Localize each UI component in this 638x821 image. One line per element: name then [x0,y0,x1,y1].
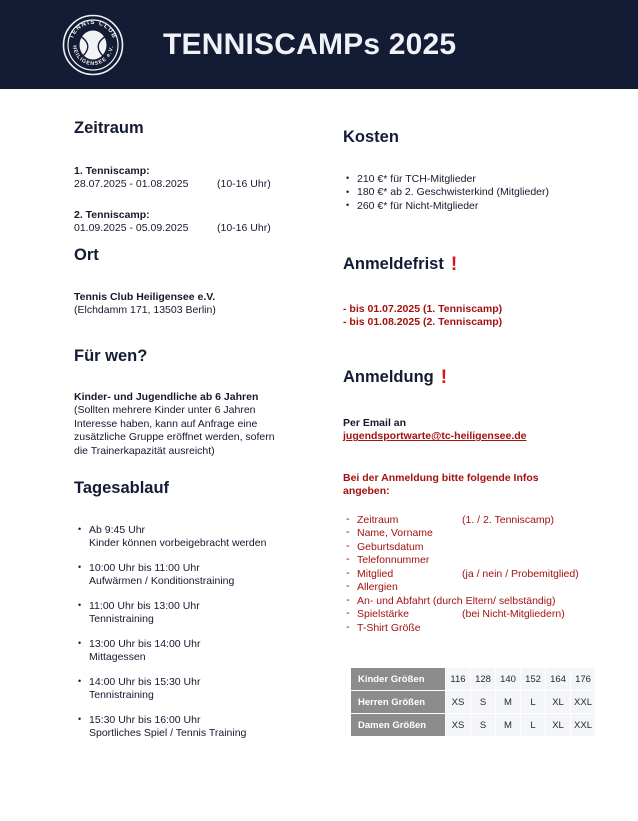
deadline-list [343,303,605,330]
info-note: (ja / nein / Probemitglied) [462,567,579,580]
row-header: Kinder Größen [351,668,446,691]
audience-note-line-4: die Trainerkapazität ausreicht) [74,444,215,457]
size-table [350,667,596,737]
section-heading-ort: Ort [74,246,99,264]
camp-entry-1 [74,165,326,192]
camp-1-dates: 28.07.2025 - 01.08.2025 [74,178,189,191]
section-anmeldefrist [343,254,605,330]
price-list [346,173,605,214]
list-item [78,524,326,551]
email-block [343,417,605,444]
table-cell: S [471,691,496,714]
table-cell: 128 [471,668,496,691]
anmeldefrist-title-text: Anmeldefrist [343,255,444,273]
section-ort [74,246,326,318]
list-item [346,595,605,609]
schedule-time: 15:30 Uhr bis 16:00 Uhr [89,713,201,726]
infos-heading-line-1: Bei der Anmeldung bitte folgende Infos [343,471,539,484]
camp-1-label: 1. Tenniscamp: [74,164,150,177]
list-item [346,608,605,622]
section-anmeldung [343,367,605,635]
venue-name: Tennis Club Heiligensee e.V. [74,290,216,303]
deadline-item: - bis 01.08.2025 (2. Tenniscamp) [343,316,503,329]
table-cell: 176 [571,668,596,691]
list-item [78,562,326,589]
schedule-activity: Aufwärmen / Konditionstraining [89,575,235,588]
info-label: Geburtsdatum [357,540,424,553]
schedule-time: 14:00 Uhr bis 15:30 Uhr [89,675,201,688]
schedule-activity: Tennistraining [89,689,154,702]
table-cell: 140 [496,668,521,691]
schedule-time: 10:00 Uhr bis 11:00 Uhr [89,561,200,574]
section-heading-tagesablauf: Tagesablauf [74,479,170,497]
section-tagesablauf [74,479,326,752]
schedule-time: 11:00 Uhr bis 13:00 Uhr [89,599,200,612]
section-zeitraum [74,119,326,236]
info-label: Telefonnummer [357,554,430,567]
table-cell: 116 [446,668,471,691]
table-cell: 152 [521,668,546,691]
info-label: An- und Abfahrt (durch Eltern/ selbständig) [357,594,556,607]
section-fuer-wen [74,347,326,458]
list-item [346,554,605,568]
section-heading-anmeldung [343,367,605,390]
list-item [346,541,605,555]
section-heading-fuer-wen: Für wen? [74,347,148,365]
list-item: • 260 €* für Nicht-Mitglieder [346,200,605,214]
club-logo-icon [62,14,124,76]
info-label: Allergien [357,581,398,594]
schedule-time: Ab 9:45 Uhr [89,523,146,536]
camp-1-time: (10-16 Uhr) [217,178,271,191]
info-label: Name, Vorname [357,527,433,540]
audience-note-line-1: (Sollten mehrere Kinder unter 6 Jahren [74,404,256,417]
anmeldung-title-text: Anmeldung [343,368,434,386]
table-cell: M [496,691,521,714]
svg-text:HEILIGENSEE e.V.: HEILIGENSEE e.V. [70,44,116,67]
list-item [346,622,605,636]
infos-heading-line-2: angeben: [343,485,390,498]
list-item [78,714,326,741]
list-item [346,581,605,595]
camp-2-dates: 01.09.2025 - 05.09.2025 [74,222,189,235]
audience-block [74,391,326,459]
warning-exclamation-icon: ! [450,254,458,275]
schedule-activity: Mittagessen [89,651,146,664]
audience-note-line-3: zusätzliche Gruppe eröffnet werden, sofern [74,431,275,444]
per-email-label: Per Email an [343,416,407,429]
audience-headline: Kinder- und Jugendliche ab 6 Jahren [74,390,259,403]
list-item [346,568,605,582]
list-item [78,600,326,627]
table-row [351,691,596,714]
schedule-activity: Kinder können vorbeigebracht werden [89,537,267,550]
warning-exclamation-icon: ! [440,367,448,388]
info-label: T-Shirt Größe [357,621,421,634]
table-cell: 164 [546,668,571,691]
info-label: Mitglied [357,567,394,580]
deadline-item: - bis 01.07.2025 (1. Tenniscamp) [343,302,503,315]
list-item [346,527,605,541]
schedule-activity: Tennistraining [89,613,154,626]
venue-address: (Elchdamm 171, 13503 Berlin) [74,304,216,317]
registration-email-link[interactable]: jugendsportwarte@tc-heiligensee.de [343,430,527,443]
info-label: Spielstärke [357,608,409,621]
info-label: Zeitraum [357,513,399,526]
table-cell: XL [546,714,571,737]
camp-entry-2 [74,209,326,236]
audience-note-line-2: Interesse haben, kann auf Anfrage eine [74,417,258,430]
list-item [78,676,326,703]
table-row [351,668,596,691]
camp-2-label: 2. Tenniscamp: [74,208,150,221]
table-cell: XS [446,714,471,737]
list-item: • 210 €* für TCH-Mitglieder [346,173,605,187]
row-header: Damen Größen [351,714,446,737]
list-item [346,514,605,528]
camp-2-time: (10-16 Uhr) [217,222,271,235]
table-cell: L [521,691,546,714]
venue-block [74,291,326,318]
section-heading-anmeldefrist [343,254,605,277]
page-title: TENNISCAMPs 2025 [163,27,457,61]
section-heading-zeitraum: Zeitraum [74,119,144,137]
schedule-activity: Sportliches Spiel / Tennis Training [89,727,247,740]
section-kosten [343,128,605,213]
schedule-list [78,524,326,741]
table-cell: S [471,714,496,737]
info-note: (bei Nicht-Mitgliedern) [462,608,565,621]
row-header: Herren Größen [351,691,446,714]
required-info-list [346,514,605,636]
info-note: (1. / 2. Tenniscamp) [462,513,555,526]
list-item: • 180 €* ab 2. Geschwisterkind (Mitglieder) [346,186,605,200]
table-cell: XL [546,691,571,714]
svg-text:TENNIS CLUB: TENNIS CLUB [68,18,118,40]
table-cell: XXL [571,691,596,714]
infos-heading [343,472,605,499]
size-chart [350,667,596,737]
list-item [78,638,326,665]
table-cell: XXL [571,714,596,737]
schedule-time: 13:00 Uhr bis 14:00 Uhr [89,637,201,650]
table-cell: L [521,714,546,737]
table-row [351,714,596,737]
table-cell: XS [446,691,471,714]
page-header [0,0,638,89]
table-cell: M [496,714,521,737]
section-heading-kosten: Kosten [343,128,399,146]
